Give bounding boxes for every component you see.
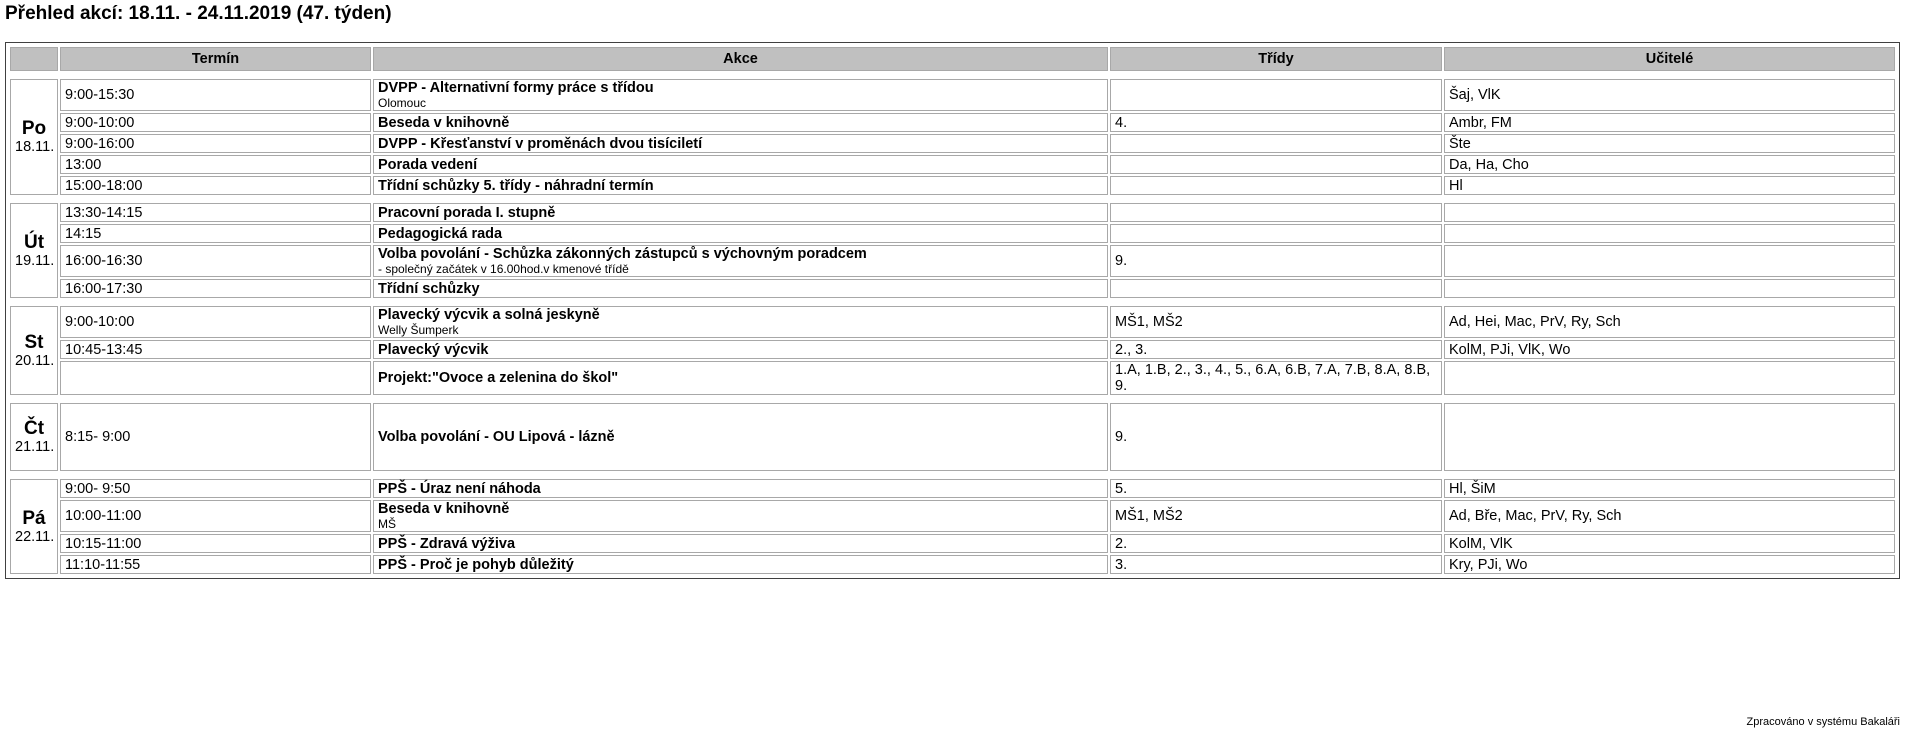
day-name: Út [23,231,45,253]
teachers-cell: Šte [1444,134,1895,153]
day-cell [10,79,58,195]
event-title: Plavecký výcvik a solná jeskyně [378,307,600,323]
footer-note: Zpracováno v systému Bakaláři [1746,716,1900,728]
event-title: Porada vedení [378,156,478,173]
teachers-cell: Kry, PJi, Wo [1444,555,1895,574]
teachers-cell [1444,403,1895,471]
classes-cell [1110,134,1442,153]
term-cell: 9:00-16:00 [60,134,371,153]
classes-cell: MŠ1, MŠ2 [1110,500,1442,532]
day-date: 22.11. [15,528,55,545]
separator-cell [10,300,1895,304]
term-cell [60,361,371,395]
term-cell: 10:45-13:45 [60,340,371,359]
event-title: Pedagogická rada [378,225,503,242]
term-cell: 8:15- 9:00 [60,403,371,471]
classes-cell: 2. [1110,534,1442,553]
term-cell: 13:30-14:15 [60,203,371,222]
teachers-cell [1444,245,1895,277]
day-date: 19.11. [15,252,55,269]
day-name: Po [21,118,47,139]
classes-cell: 3. [1110,555,1442,574]
event-cell [373,479,1108,498]
day-separator [10,73,1895,77]
teachers-cell: Ad, Hei, Mac, PrV, Ry, Sch [1444,306,1895,338]
event-title: Volba povolání - Schůzka zákonných zástupců s výchovným poradcem [378,246,867,262]
header-teachers: Učitelé [1444,47,1895,71]
event-row [10,245,1895,277]
term-cell: 10:00-11:00 [60,500,371,532]
day-date: 20.11. [15,352,55,369]
classes-cell [1110,79,1442,111]
header-term: Termín [60,47,371,71]
event-row [10,79,1895,111]
event-row [10,224,1895,243]
term-cell: 13:00 [60,155,371,174]
term-cell: 15:00-18:00 [60,176,371,195]
event-subtitle: Welly Šumperk [378,323,459,337]
separator-cell [10,397,1895,401]
event-row [10,134,1895,153]
teachers-cell [1444,279,1895,298]
day-separator [10,397,1895,401]
separator-cell [10,73,1895,77]
teachers-cell: Ad, Bře, Mac, PrV, Ry, Sch [1444,500,1895,532]
classes-cell [1110,279,1442,298]
event-cell [373,79,1108,111]
event-cell [373,403,1108,471]
event-cell [373,500,1108,532]
day-cell [10,479,58,574]
event-cell [373,306,1108,338]
event-subtitle: MŠ [378,517,396,531]
event-title: PPŠ - Zdravá výživa [378,535,516,552]
teachers-cell: Ambr, FM [1444,113,1895,132]
event-row [10,361,1895,395]
separator-cell [10,473,1895,477]
header-row [10,47,1895,71]
day-date: 18.11. [15,139,55,155]
event-row [10,534,1895,553]
events-table [8,45,1897,576]
events-body [10,73,1895,574]
term-cell: 14:15 [60,224,371,243]
event-row [10,555,1895,574]
event-title: DVPP - Křesťanství v proměnách dvou tisíciletí [378,135,703,152]
term-cell: 16:00-16:30 [60,245,371,277]
event-title: Volba povolání - OU Lipová - lázně [378,429,615,445]
term-cell: 9:00-15:30 [60,79,371,111]
event-row [10,403,1895,471]
teachers-cell: KolM, PJi, VlK, Wo [1444,340,1895,359]
event-subtitle: Olomouc [378,96,427,110]
event-title: PPŠ - Úraz není náhoda [378,480,541,497]
teachers-cell: Hl, ŠiM [1444,479,1895,498]
header-classes: Třídy [1110,47,1442,71]
classes-cell [1110,203,1442,222]
classes-cell [1110,176,1442,195]
event-title: Plavecký výcvik [378,341,489,358]
day-name: St [24,331,44,353]
classes-cell: 5. [1110,479,1442,498]
event-cell [373,155,1108,174]
day-cell [10,403,58,471]
teachers-cell [1444,361,1895,395]
event-cell [373,245,1108,277]
term-cell: 16:00-17:30 [60,279,371,298]
event-title: Třídní schůzky 5. třídy - náhradní termín [378,177,654,194]
events-table-frame [5,42,1900,579]
event-title: Beseda v knihovně [378,501,510,517]
event-title: DVPP - Alternativní formy práce s třídou [378,80,654,96]
day-name: Čt [23,418,45,439]
event-title: Beseda v knihovně [378,114,510,131]
classes-cell [1110,155,1442,174]
teachers-cell: KolM, VlK [1444,534,1895,553]
day-separator [10,300,1895,304]
day-separator [10,197,1895,201]
separator-cell [10,197,1895,201]
event-row [10,155,1895,174]
event-cell [373,203,1108,222]
event-subtitle: - společný začátek v 16.00hod.v kmenové třídě [378,262,629,276]
term-cell: 10:15-11:00 [60,534,371,553]
header-day [10,47,58,71]
event-cell [373,340,1108,359]
event-cell [373,534,1108,553]
day-name: Pá [22,507,46,529]
event-cell [373,134,1108,153]
event-row [10,306,1895,338]
term-cell: 9:00- 9:50 [60,479,371,498]
page-title: Přehled akcí: 18.11. - 24.11.2019 (47. týden) [5,3,392,24]
event-title: Třídní schůzky [378,280,480,297]
day-cell [10,306,58,395]
header-event: Akce [373,47,1108,71]
teachers-cell [1444,203,1895,222]
classes-cell: 4. [1110,113,1442,132]
day-cell [10,203,58,298]
classes-cell: 2., 3. [1110,340,1442,359]
event-cell [373,113,1108,132]
event-cell [373,279,1108,298]
event-cell [373,224,1108,243]
classes-cell: MŠ1, MŠ2 [1110,306,1442,338]
term-cell: 11:10-11:55 [60,555,371,574]
teachers-cell: Hl [1444,176,1895,195]
teachers-cell [1444,224,1895,243]
event-cell [373,361,1108,395]
term-cell: 9:00-10:00 [60,306,371,338]
event-row [10,279,1895,298]
event-cell [373,176,1108,195]
day-date: 21.11. [15,439,55,455]
classes-cell: 9. [1110,245,1442,277]
classes-cell [1110,224,1442,243]
event-row [10,479,1895,498]
event-row [10,113,1895,132]
teachers-cell: Šaj, VlK [1444,79,1895,111]
event-row [10,500,1895,532]
classes-cell: 9. [1110,403,1442,471]
teachers-cell: Da, Ha, Cho [1444,155,1895,174]
term-cell: 9:00-10:00 [60,113,371,132]
event-cell [373,555,1108,574]
event-row [10,176,1895,195]
day-separator [10,473,1895,477]
classes-cell: 1.A, 1.B, 2., 3., 4., 5., 6.A, 6.B, 7.A, 7.B, 8.A, 8.B, 9. [1110,361,1442,395]
event-row [10,203,1895,222]
event-row [10,340,1895,359]
event-title: Projekt:"Ovoce a zelenina do škol" [378,370,619,386]
event-title: PPŠ - Proč je pohyb důležitý [378,556,574,573]
event-title: Pracovní porada I. stupně [378,204,556,221]
